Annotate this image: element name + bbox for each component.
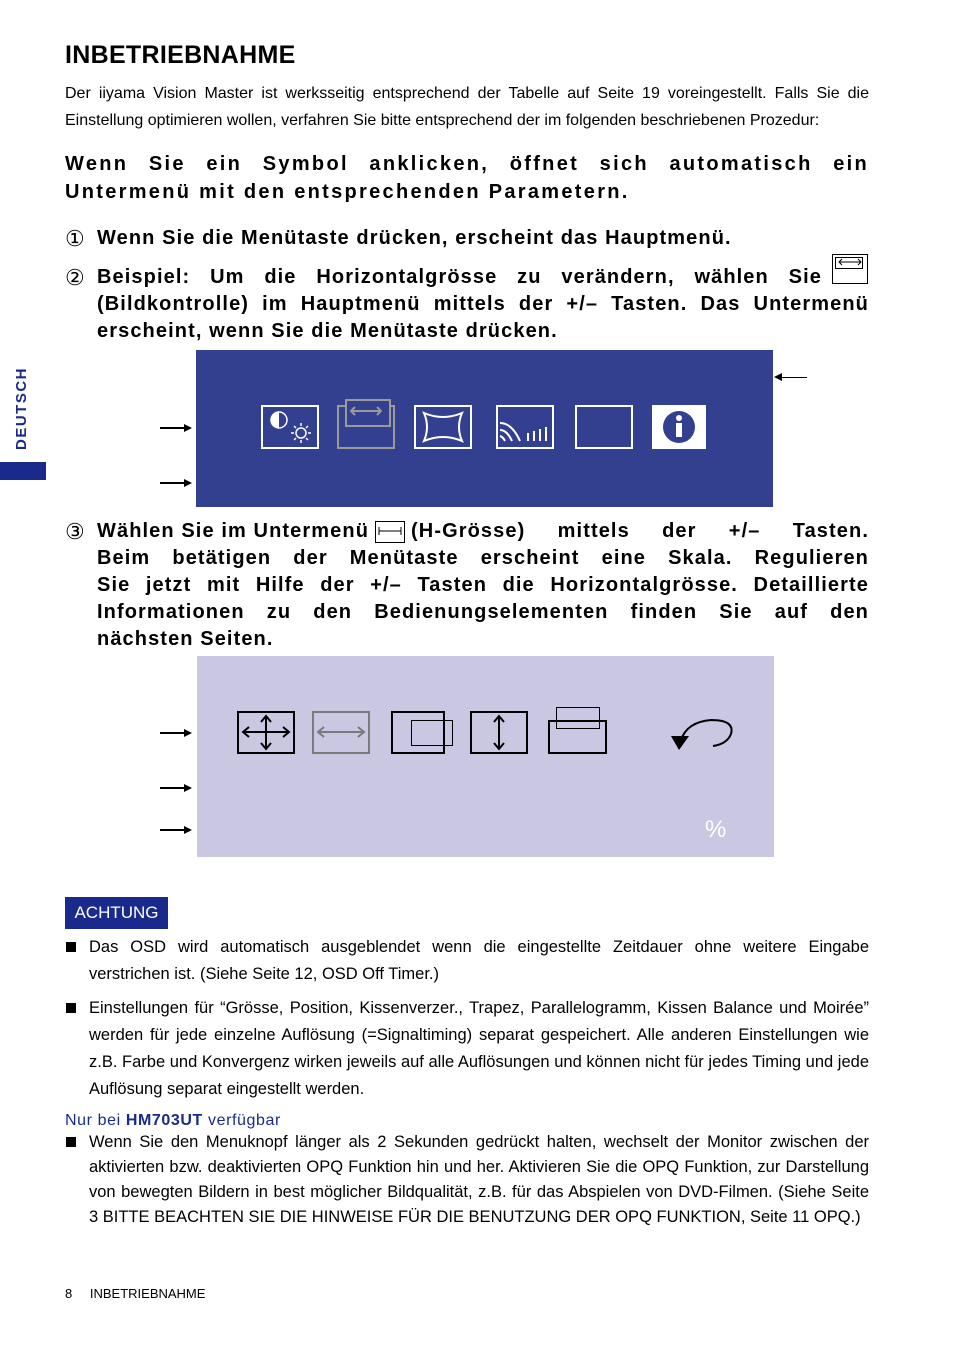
model-note-suffix: verfügbar	[202, 1112, 281, 1129]
main-menu-osd	[196, 350, 773, 507]
step-2-line-1: Beispiel: Um die Horizontalgrösse zu verändern, wählen Sie	[97, 266, 822, 288]
step-3-line-1b: (H-Grösse) mittels der +/– Tasten.	[411, 520, 869, 542]
model-note-bullet-text: Wenn Sie den Menuknopf länger als 2 Sekunden gedrückt halten, wechselt der Monitor zwischen der aktivierten bzw. deaktivierten OPQ Funktion hin und her. Aktivieren Sie die OPQ Funktion, zur Darstellung von bewegten Bildern in best möglicher Bildqualität, z.B. für das Abspielen von DVD-Filmen. (Siehe Seite 3 BITTE BEACHTEN SIE DIE HINWEISE FÜR DIE BENUTZUNG DER OPQ FUNKTION, Seite 11 OPQ.)	[89, 1133, 869, 1226]
step-1-number: ①	[65, 226, 86, 251]
page-number: 8	[65, 1286, 73, 1301]
menu-row-arrow-1	[160, 427, 190, 429]
step-3-number: ③	[65, 519, 86, 544]
return-icon[interactable]	[667, 714, 739, 754]
model-note-bullet	[65, 1130, 869, 1230]
title-pointer-arrow	[776, 377, 807, 378]
image-control-icon[interactable]	[337, 405, 395, 449]
h-size-inline-icon	[375, 521, 405, 543]
step-3-line-4: Informationen zu den Bedienungselementen finden Sie auf den	[97, 601, 869, 623]
step-1	[65, 225, 869, 254]
size-icon[interactable]	[237, 711, 295, 754]
footer-section: INBETRIEBNAHME	[89, 1286, 206, 1301]
step-3-line-2: Beim betätigen der Menütaste erscheint eine Skala. Regulieren	[97, 547, 869, 569]
side-tab-label: DEUTSCH	[13, 366, 30, 450]
model-note-heading	[65, 1112, 281, 1130]
step-2-number: ②	[65, 265, 86, 290]
position-icon[interactable]	[391, 711, 445, 754]
info-icon[interactable]	[652, 405, 706, 449]
page-title: INBETRIEBNAHME	[65, 41, 296, 69]
bullet-square-icon	[66, 1003, 76, 1013]
submenu-row-arrow-3	[160, 829, 190, 831]
achtung-bullet-2-text: Einstellungen für “Grösse, Position, Kissenverzer., Trapez, Parallelogramm, Kissen Balance und Moirée” werden für jede einzelne Auflösung (=Signaltiming) separat gespeichert. Alle anderen Einstellungen wie z.B. Farbe und Konvergenz wirken jeweils auf alle Auflösungen und können nicht für jedes Timing und jede Auflösung separat eingestellt werden.	[89, 999, 869, 1098]
bold-paragraph	[65, 150, 869, 206]
v-size-icon[interactable]	[470, 711, 528, 754]
step-3-line-1a: Wählen Sie im Untermenü	[97, 520, 370, 542]
step-2-line-2: (Bildkontrolle) im Hauptmenü mittels der +/– Tasten. Das Untermenü	[97, 293, 869, 315]
submenu-row-arrow-1	[160, 732, 190, 734]
bold-line-1: Wenn Sie ein Symbol anklicken, öffnet sich automatisch ein	[65, 153, 869, 175]
page-footer	[65, 1286, 205, 1301]
image-control-inline-icon	[832, 254, 868, 284]
step-3-line-5: nächsten Seiten.	[97, 628, 274, 650]
achtung-bullet-1	[65, 934, 869, 988]
bullet-square-icon	[66, 942, 76, 952]
model-name: HM703UT	[125, 1112, 203, 1129]
intro-line-2: Einstellung optimieren wollen, verfahren Sie bitte entsprechend der im folgenden beschriebenen Prozedur:	[65, 112, 820, 129]
bold-line-2: Untermenü mit den entsprechenden Parametern.	[65, 181, 630, 203]
intro-line-1: Der iiyama Vision Master ist werksseitig entsprechend der Tabelle auf Seite 19 voreingestellt. Falls Sie die	[65, 85, 869, 102]
achtung-label: ACHTUNG	[65, 897, 168, 929]
contrast-brightness-icon[interactable]	[261, 405, 319, 449]
geometry-icon[interactable]	[414, 405, 472, 449]
percent-unit: %	[705, 816, 727, 843]
blank-icon[interactable]	[575, 405, 633, 449]
sub-menu-osd	[197, 656, 774, 857]
signal-icon[interactable]	[496, 405, 554, 449]
step-3-line-3: Sie jetzt mit Hilfe der +/– Tasten die Horizontalgrösse. Detaillierte	[97, 574, 869, 596]
h-size-icon[interactable]	[312, 711, 370, 754]
step-1-text: Wenn Sie die Menütaste drücken, erscheint das Hauptmenü.	[97, 227, 732, 249]
trapezoid-icon[interactable]	[548, 720, 607, 754]
model-note-prefix: Nur bei	[65, 1112, 126, 1129]
bullet-square-icon	[66, 1137, 76, 1147]
menu-row-arrow-2	[160, 482, 190, 484]
step-3	[65, 518, 869, 650]
intro-paragraph	[65, 80, 869, 134]
submenu-row-arrow-2	[160, 787, 190, 789]
achtung-bullet-2	[65, 995, 869, 1103]
step-2	[65, 264, 869, 342]
step-2-line-3: erscheint, wenn Sie die Menütaste drücken.	[97, 320, 558, 342]
side-tab-bar	[0, 462, 46, 480]
achtung-bullet-1-text: Das OSD wird automatisch ausgeblendet wenn die eingestellte Zeitdauer ohne weitere Eingabe verstrichen ist. (Siehe Seite 12, OSD Off Timer.)	[89, 938, 869, 983]
